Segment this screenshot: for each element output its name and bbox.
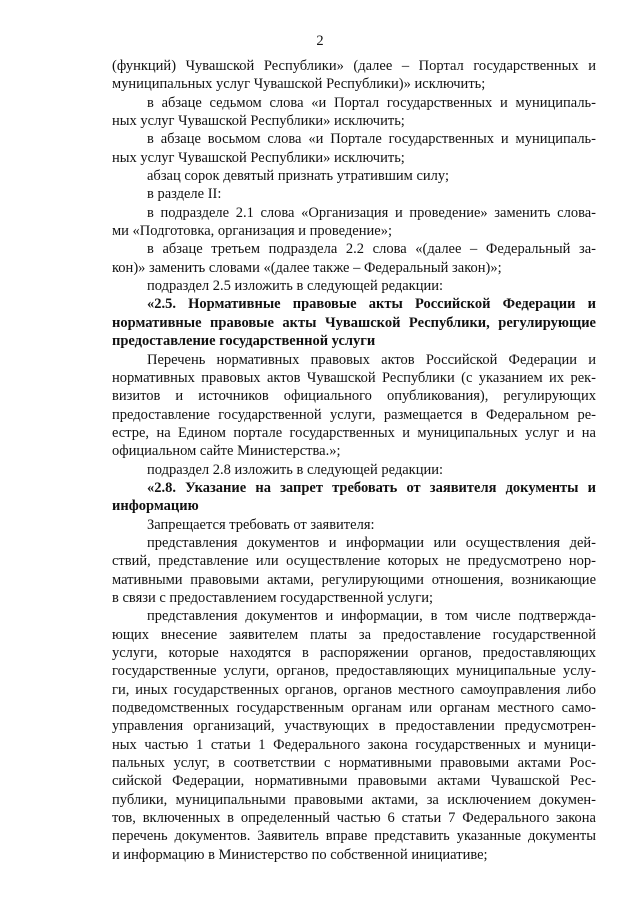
section-heading-line: предоставление государственной услуги	[112, 333, 376, 350]
text-line: перечень документов. Заявитель вправе представить указанные документы	[112, 828, 596, 845]
text-line: в подразделе 2.1 слова «Организация и проведение» заменить слова-	[147, 204, 596, 221]
text-line: ных услуг Чувашской Республики» исключить;	[112, 113, 405, 130]
text-line: естре, на Едином портале государственных и муниципальных услуг и на	[112, 424, 596, 441]
text-line: государственные услуги, органов, предоставляющих муниципальные услу-	[112, 663, 596, 680]
text-line: представления документов и информации, в том числе подтвержда-	[147, 608, 596, 625]
text-line: в абзаце третьем подраздела 2.2 слова «(далее – Федеральный за-	[147, 241, 596, 258]
section-heading-line: нормативные правовые акты Чувашской Республики, регулирующие	[112, 314, 596, 331]
text-line: подведомственных государственным органам или органам местного само-	[112, 700, 596, 717]
text-line: Перечень нормативных правовых актов Российской Федерации и	[147, 351, 596, 368]
text-line: ми «Подготовка, организация и проведение»;	[112, 223, 392, 240]
text-line: муниципальных услуг Чувашской Республики)» исключить;	[112, 76, 486, 93]
text-line: сийской Федерации, нормативными правовыми актами Чувашской Рес-	[112, 773, 596, 790]
text-line: услуги, которые находятся в распоряжении органов, предоставляющих	[112, 645, 596, 661]
section-heading-line: информацию	[112, 498, 199, 515]
text-line: тов, включенных в определенный частью 6 статьи 7 Федерального закона	[112, 810, 596, 827]
text-line: предоставление государственной услуги, размещается в Федеральном ре-	[112, 406, 596, 423]
text-line: публики, муниципальными правовыми актами, за исключением докумен-	[112, 791, 596, 808]
text-line: официальном сайте Министерства.»;	[112, 443, 341, 460]
text-line: ги, иных государственных органов, органов местного самоуправления либо	[112, 681, 596, 698]
text-line: в разделе II:	[147, 186, 222, 203]
text-line: Запрещается требовать от заявителя:	[147, 516, 375, 533]
text-line: визитов и источников официального опубликования), регулирующих	[112, 388, 596, 405]
text-line: ствий, представление или осуществление которых не предусмотрено нор-	[112, 553, 596, 570]
text-line: ющих внесение заявителем платы за предоставление государственной	[112, 626, 596, 643]
text-line: управления организаций, участвующих в предоставлении предусмотрен-	[112, 718, 596, 735]
text-line: в абзаце седьмом слова «и Портал государственных и муниципаль-	[147, 94, 596, 111]
text-line: ных частью 1 статьи 1 Федерального закона государственных и муници-	[112, 736, 596, 753]
text-line: пальных услуг, в соответствии с нормативными правовыми актами Рос-	[112, 755, 596, 772]
section-heading-line: «2.5. Нормативные правовые акты Российской Федерации и	[147, 296, 596, 313]
text-line: (функций) Чувашской Республики» (далее – Портал государственных и	[112, 58, 596, 74]
text-line: мативными правовыми актами, регулирующими отношения, возникающие	[112, 571, 596, 588]
text-line: и информацию в Министерство по собственной инициативе;	[112, 846, 488, 863]
text-line: представления документов и информации или осуществления дей-	[147, 534, 596, 551]
text-line: ных услуг Чувашской Республики» исключить;	[112, 149, 405, 166]
text-line: в абзаце восьмом слова «и Портале государственных и муниципаль-	[147, 131, 596, 148]
document-body	[112, 57, 596, 864]
text-line: абзац сорок девятый признать утратившим силу;	[147, 168, 449, 185]
page-number: 2	[316, 33, 324, 49]
text-line: кон)» заменить словами «(далее также – Федеральный закон)»;	[112, 259, 502, 276]
text-line: в связи с предоставлением государственной услуги;	[112, 589, 433, 606]
text-line: подраздел 2.8 изложить в следующей редакции:	[147, 461, 444, 478]
section-heading-line: «2.8. Указание на запрет требовать от заявителя документы и	[147, 479, 596, 496]
text-line: подраздел 2.5 изложить в следующей редакции:	[147, 278, 444, 295]
text-line: нормативных правовых актов Чувашской Республики (с указанием их рек-	[112, 369, 596, 386]
